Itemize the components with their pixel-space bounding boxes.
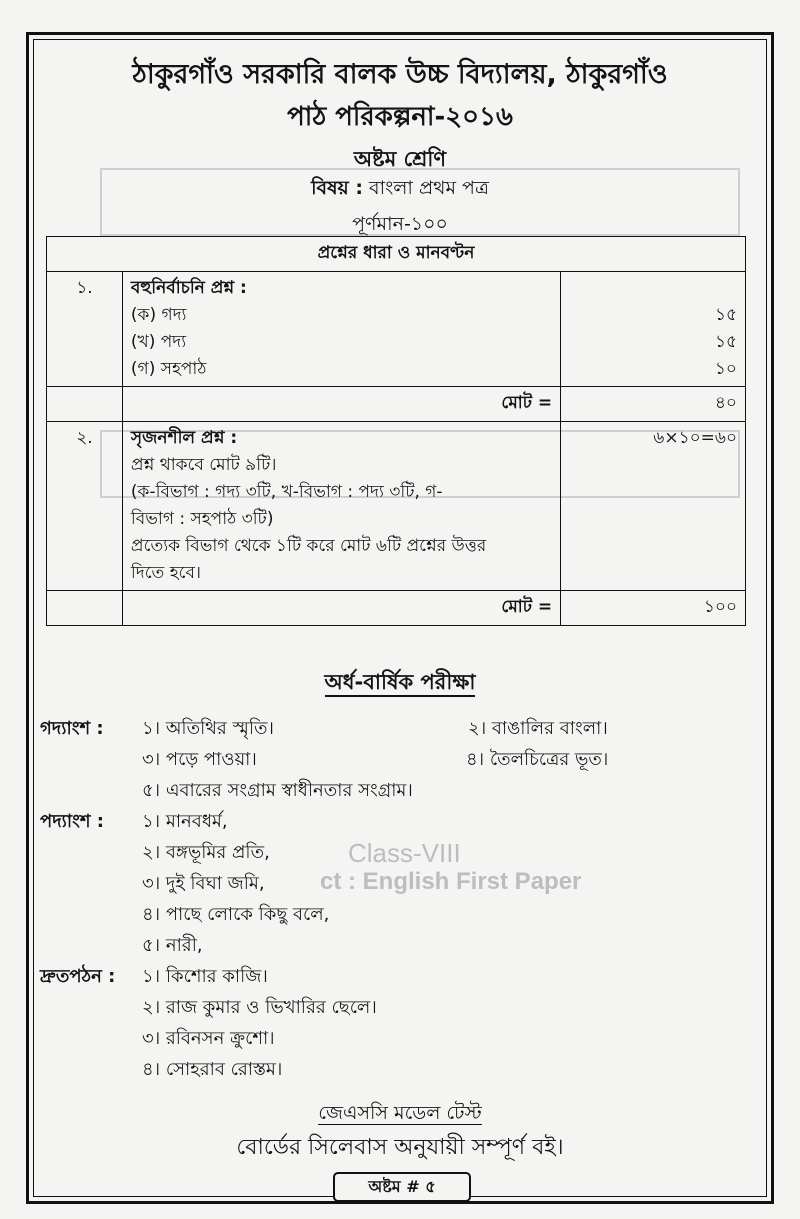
table-row	[47, 272, 746, 387]
poetry-item: ৫। নারী,	[142, 935, 203, 956]
table-heading: প্রশ্নের ধারা ও মানবণ্টন	[47, 237, 746, 272]
list-item: (ক) গদ্য	[130, 305, 187, 325]
marks-value: ১৫	[714, 305, 737, 325]
question-description	[122, 272, 560, 387]
prose-item: ২। বাঙালির বাংলা।	[468, 718, 608, 739]
list-item: প্রত্যেক বিভাগ থেকে ১টি করে মোট ৬টি প্রশ্নের উত্তর	[130, 536, 487, 556]
total-value: ১০০	[561, 591, 746, 626]
poetry-item: ৩। দুই বিঘা জমি,	[142, 873, 265, 894]
promo-subtitle: বোর্ডের সিলেবাস অনুযায়ী সম্পূর্ণ বই।	[236, 1135, 564, 1160]
list-item: (ক-বিভাগ : গদ্য ৩টি, খ-বিভাগ : পদ্য ৩টি, গ-	[130, 482, 443, 502]
table-row	[47, 422, 746, 591]
poetry-item: ৪। পাছে লোকে কিছু বলে,	[142, 904, 330, 925]
list-item: প্রশ্ন থাকবে মোট ৯টি।	[130, 455, 277, 475]
question-number: ১.	[47, 272, 123, 387]
rapid-reading-item: ৩। রবিনসন ক্রুশো।	[142, 1028, 275, 1049]
list-item: (খ) পদ্য	[130, 332, 187, 352]
marks-distribution-table	[46, 236, 746, 626]
prose-item: ৫। এবারের সংগ্রাম স্বাধীনতার সংগ্রাম।	[142, 780, 413, 801]
question-title: বহুনির্বাচনি প্রশ্ন :	[130, 278, 247, 298]
full-marks: পূর্ণমান-১০০	[352, 213, 448, 235]
bleed-through-text: Class-VIII	[348, 838, 461, 868]
rapid-reading-item: ২। রাজ কুমার ও ভিখারির ছেলে।	[142, 997, 377, 1018]
prose-item: ৪। তৈলচিত্রের ভূত।	[466, 749, 609, 770]
poetry-item: ১। মানবধর্ম,	[142, 811, 228, 832]
question-number: ২.	[47, 422, 123, 591]
question-marks: ৬×১০=৬০	[561, 422, 746, 591]
table-row	[47, 591, 746, 626]
subject-label: বিষয় :	[311, 177, 363, 199]
exam-title-text: অর্ধ-বার্ষিক পরীক্ষা	[325, 670, 476, 697]
prose-label: গদ্যাংশ :	[40, 718, 104, 739]
rapid-reading-item: ৪। সোহরাব রোস্তম।	[142, 1059, 283, 1080]
total-value: ৪০	[561, 387, 746, 422]
subject-line	[0, 174, 800, 206]
poetry-label: পদ্যাংশ :	[40, 811, 104, 832]
table-row	[47, 387, 746, 422]
list-item: (গ) সহপাঠ	[130, 359, 207, 379]
subject-value: বাংলা প্রথম পত্র	[369, 177, 489, 199]
promo-title	[0, 1099, 800, 1131]
marks-value: ১৫	[714, 332, 737, 352]
bleed-through-text: ct : English First Paper	[320, 868, 582, 895]
question-title: সৃজনশীল প্রশ্ন :	[130, 428, 238, 448]
prose-item: ১। অতিথির স্মৃতি।	[142, 718, 274, 739]
rapid-reading-label: দ্রুতপঠন :	[40, 966, 116, 987]
lesson-plan-title: পাঠ পরিকল্পনা-২০১৬	[287, 102, 513, 132]
half-yearly-exam-title	[0, 666, 800, 701]
total-label: মোট =	[122, 387, 560, 422]
rapid-reading-item: ১। কিশোর কাজি।	[142, 966, 268, 987]
page-number-badge: অষ্টম # ৫	[333, 1172, 471, 1202]
promo-title-text: জেএসসি মডেল টেস্ট	[318, 1102, 482, 1124]
question-marks	[561, 272, 746, 387]
school-name: ঠাকুরগাঁও সরকারি বালক উচ্চ বিদ্যালয়, ঠাকুরগাঁও	[132, 59, 668, 90]
total-label: মোট =	[122, 591, 560, 626]
prose-item: ৩। পড়ে পাওয়া।	[142, 749, 257, 770]
list-item: দিতে হবে।	[130, 563, 202, 583]
poetry-item: ২। বঙ্গভূমির প্রতি,	[142, 842, 270, 863]
class-name: অষ্টম শ্রেণি	[353, 147, 447, 171]
question-description	[122, 422, 560, 591]
list-item: বিভাগ : সহপাঠ ৩টি)	[130, 509, 274, 529]
marks-value: ১০	[714, 359, 737, 379]
